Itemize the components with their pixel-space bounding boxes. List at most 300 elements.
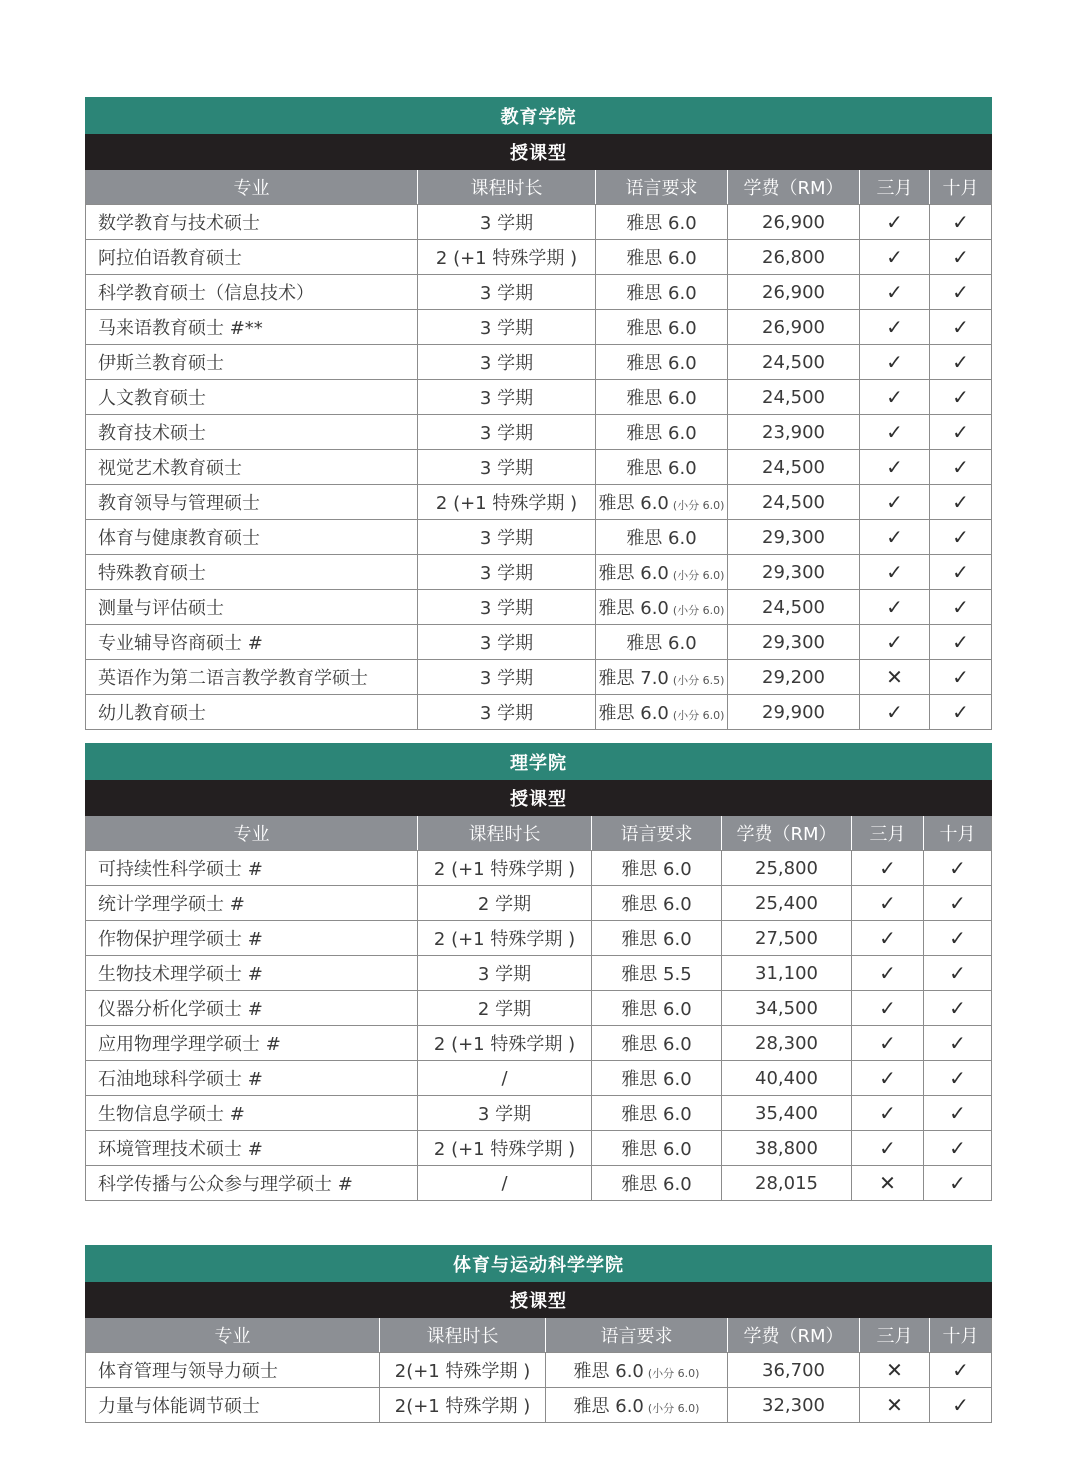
october-intake-mark	[924, 956, 992, 991]
fee-cell	[722, 1131, 852, 1166]
october-intake-mark	[930, 450, 992, 485]
major-cell	[86, 1353, 380, 1388]
language-cell-text: 雅思 6.0	[573, 1396, 644, 1417]
major-cell	[86, 415, 418, 450]
october-intake-mark-text: ✓	[952, 1358, 969, 1382]
duration-cell-text: 3 学期	[477, 1104, 532, 1125]
language-cell-text: 雅思 6.0	[621, 1034, 692, 1055]
october-intake-mark	[930, 275, 992, 310]
column-header-duration: 课程时长	[418, 170, 596, 205]
october-intake-mark	[930, 660, 992, 695]
language-cell-text: 雅思 6.0	[573, 1361, 644, 1382]
table-row	[86, 851, 992, 886]
duration-cell-text: 2(+1 特殊学期 )	[394, 1361, 531, 1382]
march-intake-mark	[852, 956, 924, 991]
column-header-march: 三月	[860, 170, 930, 205]
major-cell-text: 英语作为第二语言教学教育学硕士	[98, 668, 368, 689]
table-row	[86, 590, 992, 625]
major-cell-text: 阿拉伯语教育硕士	[98, 248, 242, 269]
column-header-october: 十月	[930, 1318, 992, 1353]
duration-cell-text: 3 学期	[479, 353, 534, 374]
duration-cell	[418, 275, 596, 310]
major-cell-text: 应用物理学理学硕士 #	[98, 1034, 281, 1055]
duration-cell-text: 2 (+1 特殊学期 )	[435, 493, 578, 514]
october-intake-mark-text: ✓	[949, 996, 966, 1020]
table-header-row	[86, 816, 992, 851]
language-cell	[592, 956, 722, 991]
october-intake-mark-text: ✓	[952, 315, 969, 339]
duration-cell-text: 3 学期	[477, 964, 532, 985]
october-intake-mark	[930, 625, 992, 660]
duration-cell	[418, 1061, 592, 1096]
march-intake-mark-text: ✓	[886, 630, 903, 654]
october-intake-mark-text: ✓	[952, 210, 969, 234]
october-intake-mark-text: ✓	[952, 280, 969, 304]
march-intake-mark-text: ✓	[879, 926, 896, 950]
major-cell	[86, 1131, 418, 1166]
table-row	[86, 310, 992, 345]
language-cell-text: 雅思 6.0	[626, 283, 697, 304]
table-header-row	[86, 1318, 992, 1353]
duration-cell	[418, 380, 596, 415]
march-intake-mark-text: ✓	[886, 315, 903, 339]
fee-cell-text: 34,500	[755, 997, 818, 1019]
sub-score-note: (小分 6.0)	[672, 604, 725, 617]
program-type-label: 授课型	[86, 1282, 992, 1318]
language-cell	[596, 485, 728, 520]
major-cell	[86, 555, 418, 590]
major-cell-text: 数学教育与技术硕士	[98, 213, 260, 234]
fee-cell	[728, 415, 860, 450]
language-cell	[592, 1026, 722, 1061]
column-header-language: 语言要求	[596, 170, 728, 205]
october-intake-mark-text: ✓	[949, 926, 966, 950]
october-intake-mark	[930, 310, 992, 345]
march-intake-mark-text: ✓	[886, 455, 903, 479]
october-intake-mark-text: ✓	[949, 1031, 966, 1055]
language-cell	[596, 275, 728, 310]
language-cell	[596, 310, 728, 345]
march-intake-mark-text: ✓	[879, 961, 896, 985]
duration-cell	[418, 695, 596, 730]
faculty-table-sports	[85, 1245, 992, 1423]
table-row	[86, 1061, 992, 1096]
october-intake-mark	[924, 921, 992, 956]
language-cell-text: 雅思 6.0	[621, 1174, 692, 1195]
march-intake-mark	[860, 625, 930, 660]
duration-cell-text: 3 学期	[479, 213, 534, 234]
duration-cell	[418, 886, 592, 921]
table-row	[86, 921, 992, 956]
october-intake-mark-text: ✓	[952, 525, 969, 549]
duration-cell	[418, 310, 596, 345]
major-cell	[86, 345, 418, 380]
october-intake-mark	[930, 345, 992, 380]
column-header-march: 三月	[860, 1318, 930, 1353]
language-cell	[596, 345, 728, 380]
october-intake-mark	[924, 1131, 992, 1166]
major-cell	[86, 1388, 380, 1423]
october-intake-mark	[930, 590, 992, 625]
major-cell	[86, 695, 418, 730]
language-cell-text: 雅思 6.0	[621, 1069, 692, 1090]
column-header-duration: 课程时长	[380, 1318, 546, 1353]
october-intake-mark-text: ✓	[949, 1101, 966, 1125]
language-cell	[596, 450, 728, 485]
column-header-fee: 学费（RM）	[728, 170, 860, 205]
duration-cell	[418, 625, 596, 660]
major-cell	[86, 991, 418, 1026]
fee-cell	[728, 450, 860, 485]
fee-cell-text: 31,100	[755, 962, 818, 984]
march-intake-mark	[852, 1096, 924, 1131]
fee-cell-text: 26,900	[762, 281, 825, 303]
language-cell-text: 雅思 6.0	[621, 894, 692, 915]
march-intake-mark-text: ✓	[879, 891, 896, 915]
language-cell-text: 雅思 6.0	[626, 353, 697, 374]
october-intake-mark-text: ✓	[952, 700, 969, 724]
table-row	[86, 450, 992, 485]
table-row	[86, 380, 992, 415]
fee-cell	[728, 240, 860, 275]
duration-cell-text: 3 学期	[479, 283, 534, 304]
major-cell-text: 科学教育硕士（信息技术）	[98, 283, 314, 304]
duration-cell-text: 3 学期	[479, 423, 534, 444]
duration-cell-text: 3 学期	[479, 633, 534, 654]
major-cell-text: 视觉艺术教育硕士	[98, 458, 242, 479]
table-row	[86, 1353, 992, 1388]
table-row	[86, 485, 992, 520]
language-cell-text: 雅思 6.0	[621, 999, 692, 1020]
column-header-fee: 学费（RM）	[728, 1318, 860, 1353]
duration-cell-text: 2 学期	[477, 999, 532, 1020]
sub-score-note: (小分 6.0)	[672, 569, 725, 582]
major-cell-text: 科学传播与公众参与理学硕士 #	[98, 1174, 353, 1195]
duration-cell-text: 2 学期	[477, 894, 532, 915]
language-cell	[592, 1061, 722, 1096]
major-cell-text: 作物保护理学硕士 #	[98, 929, 263, 950]
language-cell	[592, 886, 722, 921]
language-cell	[592, 991, 722, 1026]
major-cell	[86, 1061, 418, 1096]
march-intake-mark-text: ✓	[879, 1136, 896, 1160]
major-cell	[86, 240, 418, 275]
october-intake-mark	[930, 555, 992, 590]
duration-cell-text: 3 学期	[479, 598, 534, 619]
march-intake-mark	[852, 1131, 924, 1166]
table-row	[86, 1096, 992, 1131]
major-cell-text: 体育管理与领导力硕士	[98, 1361, 278, 1382]
language-cell-text: 雅思 6.0	[598, 703, 669, 724]
table-row	[86, 345, 992, 380]
duration-cell-text: 3 学期	[479, 528, 534, 549]
duration-cell	[418, 520, 596, 555]
fee-cell	[728, 485, 860, 520]
duration-cell	[418, 956, 592, 991]
table-row	[86, 625, 992, 660]
fee-cell	[728, 695, 860, 730]
duration-cell	[418, 240, 596, 275]
duration-cell-text: 2 (+1 特殊学期 )	[435, 248, 578, 269]
duration-cell-text: /	[501, 1067, 508, 1089]
duration-cell	[418, 345, 596, 380]
fee-cell-text: 29,300	[762, 561, 825, 583]
october-intake-mark-text: ✓	[952, 630, 969, 654]
march-intake-mark-text: ✓	[879, 996, 896, 1020]
major-cell	[86, 310, 418, 345]
october-intake-mark-text: ✓	[952, 560, 969, 584]
duration-cell	[418, 555, 596, 590]
march-intake-mark-text: ✕	[886, 1393, 903, 1417]
october-intake-mark-text: ✓	[952, 455, 969, 479]
language-cell-text: 雅思 6.0	[621, 1139, 692, 1160]
language-cell	[592, 1096, 722, 1131]
march-intake-mark-text: ✓	[886, 245, 903, 269]
fee-cell	[728, 1353, 860, 1388]
table-row	[86, 415, 992, 450]
fee-cell-text: 24,500	[762, 596, 825, 618]
march-intake-mark-text: ✓	[886, 490, 903, 514]
major-cell-text: 可持续性科学硕士 #	[98, 859, 263, 880]
language-cell-text: 雅思 6.0	[626, 423, 697, 444]
table-row	[86, 956, 992, 991]
duration-cell	[418, 450, 596, 485]
october-intake-mark	[930, 240, 992, 275]
october-intake-mark	[930, 485, 992, 520]
october-intake-mark	[924, 1166, 992, 1201]
duration-cell	[418, 485, 596, 520]
october-intake-mark	[924, 991, 992, 1026]
language-cell-text: 雅思 6.0	[626, 248, 697, 269]
october-intake-mark	[924, 1096, 992, 1131]
march-intake-mark	[860, 205, 930, 240]
table-row	[86, 886, 992, 921]
sub-score-note: (小分 6.0)	[672, 709, 725, 722]
fee-cell	[722, 1166, 852, 1201]
march-intake-mark-text: ✓	[886, 595, 903, 619]
duration-cell	[418, 660, 596, 695]
major-cell-text: 特殊教育硕士	[98, 563, 206, 584]
language-cell	[596, 380, 728, 415]
major-cell-text: 测量与评估硕士	[98, 598, 224, 619]
language-cell	[596, 205, 728, 240]
march-intake-mark	[860, 450, 930, 485]
october-intake-mark	[924, 886, 992, 921]
major-cell	[86, 956, 418, 991]
language-cell-text: 雅思 6.0	[626, 528, 697, 549]
fee-cell-text: 24,500	[762, 386, 825, 408]
fee-cell	[722, 851, 852, 886]
october-intake-mark	[930, 415, 992, 450]
march-intake-mark	[860, 415, 930, 450]
march-intake-mark-text: ✓	[879, 1101, 896, 1125]
october-intake-mark	[930, 205, 992, 240]
language-cell-text: 雅思 6.0	[626, 213, 697, 234]
column-header-fee: 学费（RM）	[722, 816, 852, 851]
language-cell-text: 雅思 6.0	[598, 493, 669, 514]
october-intake-mark-text: ✓	[952, 385, 969, 409]
fee-cell	[722, 1096, 852, 1131]
table-row	[86, 1388, 992, 1423]
column-header-language: 语言要求	[592, 816, 722, 851]
october-intake-mark-text: ✓	[949, 856, 966, 880]
fee-cell	[728, 625, 860, 660]
fee-cell-text: 32,300	[762, 1394, 825, 1416]
major-cell-text: 石油地球科学硕士 #	[98, 1069, 263, 1090]
fee-cell-text: 23,900	[762, 421, 825, 443]
major-cell	[86, 886, 418, 921]
fee-cell-text: 29,900	[762, 701, 825, 723]
duration-cell-text: 3 学期	[479, 388, 534, 409]
fee-cell-text: 36,700	[762, 1359, 825, 1381]
duration-cell-text: 3 学期	[479, 458, 534, 479]
language-cell-text: 雅思 5.5	[621, 964, 692, 985]
language-cell	[596, 695, 728, 730]
major-cell	[86, 1166, 418, 1201]
major-cell-text: 专业辅导咨商硕士 #	[98, 633, 263, 654]
duration-cell-text: 2 (+1 特殊学期 )	[433, 859, 576, 880]
october-intake-mark	[930, 380, 992, 415]
column-header-language: 语言要求	[546, 1318, 728, 1353]
fee-cell	[728, 345, 860, 380]
fee-cell-text: 26,800	[762, 246, 825, 268]
october-intake-mark	[924, 851, 992, 886]
march-intake-mark	[860, 520, 930, 555]
october-intake-mark-text: ✓	[952, 245, 969, 269]
march-intake-mark-text: ✕	[886, 1358, 903, 1382]
table-row	[86, 1131, 992, 1166]
major-cell-text: 力量与体能调节硕士	[98, 1396, 260, 1417]
duration-cell	[418, 991, 592, 1026]
language-cell	[592, 921, 722, 956]
table-row	[86, 1166, 992, 1201]
fee-cell	[722, 921, 852, 956]
fee-cell	[728, 275, 860, 310]
duration-cell	[380, 1388, 546, 1423]
march-intake-mark	[860, 485, 930, 520]
fee-cell-text: 38,800	[755, 1137, 818, 1159]
duration-cell	[418, 1166, 592, 1201]
march-intake-mark	[860, 555, 930, 590]
october-intake-mark	[924, 1061, 992, 1096]
fee-cell	[722, 956, 852, 991]
language-cell	[596, 590, 728, 625]
fee-cell	[728, 520, 860, 555]
major-cell-text: 仪器分析化学硕士 #	[98, 999, 263, 1020]
duration-cell	[418, 851, 592, 886]
october-intake-mark-text: ✓	[949, 961, 966, 985]
major-cell	[86, 590, 418, 625]
language-cell	[596, 240, 728, 275]
major-cell	[86, 625, 418, 660]
major-cell	[86, 520, 418, 555]
march-intake-mark	[860, 275, 930, 310]
march-intake-mark	[852, 886, 924, 921]
language-cell	[546, 1388, 728, 1423]
major-cell	[86, 660, 418, 695]
october-intake-mark-text: ✓	[949, 1136, 966, 1160]
column-header-march: 三月	[852, 816, 924, 851]
language-cell-text: 雅思 6.0	[626, 388, 697, 409]
october-intake-mark	[924, 1026, 992, 1061]
march-intake-mark	[860, 695, 930, 730]
table-header-row	[86, 170, 992, 205]
table-row	[86, 660, 992, 695]
program-type-label: 授课型	[86, 134, 992, 170]
fee-cell-text: 27,500	[755, 927, 818, 949]
language-cell-text: 雅思 6.0	[626, 633, 697, 654]
major-cell-text: 环境管理技术硕士 #	[98, 1139, 263, 1160]
october-intake-mark-text: ✓	[949, 1066, 966, 1090]
duration-cell	[418, 415, 596, 450]
october-intake-mark-text: ✓	[952, 420, 969, 444]
sub-score-note: (小分 6.5)	[672, 674, 725, 687]
duration-cell-text: 2 (+1 特殊学期 )	[433, 929, 576, 950]
duration-cell	[418, 205, 596, 240]
major-cell	[86, 380, 418, 415]
major-cell	[86, 851, 418, 886]
major-cell-text: 幼儿教育硕士	[98, 703, 206, 724]
table-row	[86, 695, 992, 730]
duration-cell	[418, 921, 592, 956]
language-cell	[596, 625, 728, 660]
table-row	[86, 520, 992, 555]
major-cell	[86, 275, 418, 310]
language-cell-text: 雅思 6.0	[626, 318, 697, 339]
major-cell-text: 马来语教育硕士 #**	[98, 318, 263, 339]
fee-cell	[722, 991, 852, 1026]
march-intake-mark-text: ✓	[879, 1031, 896, 1055]
march-intake-mark	[860, 345, 930, 380]
duration-cell	[380, 1353, 546, 1388]
major-cell-text: 体育与健康教育硕士	[98, 528, 260, 549]
fee-cell-text: 29,200	[762, 666, 825, 688]
duration-cell-text: /	[501, 1172, 508, 1194]
language-cell	[592, 1166, 722, 1201]
table-row	[86, 240, 992, 275]
march-intake-mark	[852, 851, 924, 886]
language-cell-text: 雅思 6.0	[626, 458, 697, 479]
table-row	[86, 1026, 992, 1061]
march-intake-mark	[860, 1353, 930, 1388]
major-cell	[86, 921, 418, 956]
march-intake-mark	[860, 590, 930, 625]
language-cell	[546, 1353, 728, 1388]
march-intake-mark	[852, 1026, 924, 1061]
faculty-title: 体育与运动科学学院	[86, 1246, 992, 1282]
table-row	[86, 275, 992, 310]
fee-cell	[728, 205, 860, 240]
fee-cell-text: 26,900	[762, 211, 825, 233]
major-cell-text: 教育技术硕士	[98, 423, 206, 444]
duration-cell	[418, 1131, 592, 1166]
major-cell	[86, 485, 418, 520]
table-row	[86, 555, 992, 590]
duration-cell	[418, 1096, 592, 1131]
program-type-label: 授课型	[86, 780, 992, 816]
october-intake-mark	[930, 520, 992, 555]
march-intake-mark-text: ✓	[886, 385, 903, 409]
fee-cell-text: 24,500	[762, 351, 825, 373]
october-intake-mark-text: ✓	[952, 490, 969, 514]
march-intake-mark-text: ✓	[886, 210, 903, 234]
language-cell-text: 雅思 7.0	[598, 668, 669, 689]
language-cell	[596, 520, 728, 555]
fee-cell-text: 35,400	[755, 1102, 818, 1124]
table-row	[86, 991, 992, 1026]
column-header-major: 专业	[86, 1318, 380, 1353]
fee-cell-text: 29,300	[762, 631, 825, 653]
